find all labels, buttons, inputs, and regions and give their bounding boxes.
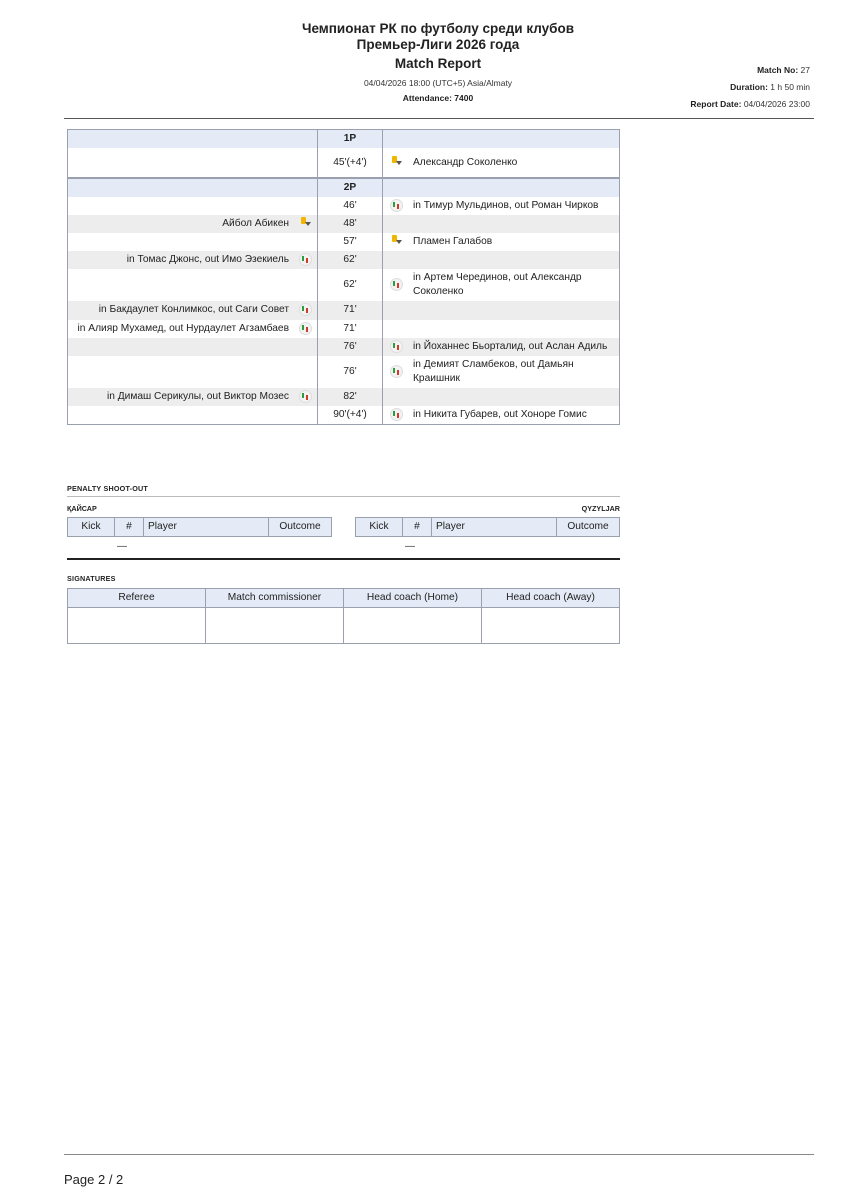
period-header-row [68, 130, 620, 149]
event-home-icon-cell [293, 269, 318, 301]
substitution-icon [390, 408, 403, 421]
period-label: 1P [318, 130, 383, 149]
substitution-icon [390, 340, 403, 353]
event-away-text: in Йоханнес Бьорталид, out Аслан Адиль [409, 338, 620, 356]
event-row [68, 215, 620, 233]
event-home-text: in Димаш Серикулы, out Виктор Мозес [68, 388, 294, 406]
period-label: 2P [318, 178, 383, 197]
event-away-text [409, 320, 620, 338]
match-no-label: Match No: [757, 65, 799, 75]
event-home-icon-cell [293, 197, 318, 215]
duration [690, 79, 810, 96]
event-row [68, 197, 620, 215]
substitution-icon [299, 390, 312, 403]
event-minute: 90'(+4') [318, 406, 383, 425]
event-home-text: in Томас Джонс, out Имо Эзекиель [68, 251, 294, 269]
event-minute: 57' [318, 233, 383, 251]
event-home-icon-cell [293, 215, 318, 233]
match-no [690, 62, 810, 79]
event-home-text: in Бакдаулет Конлимкос, out Саги Совет [68, 301, 294, 319]
footer-divider [64, 1154, 814, 1155]
event-away-icon-cell [383, 301, 410, 319]
penalty-home-col-kick: Kick [68, 518, 115, 537]
header-divider [64, 118, 814, 119]
event-home-text [68, 406, 294, 425]
event-home-text [68, 356, 294, 388]
competition-title-line2: Премьер-Лиги 2026 года [356, 37, 520, 52]
signatures-section-label: SIGNATURES [67, 574, 116, 583]
signature-box-referee [68, 608, 206, 644]
match-no-value: 27 [800, 65, 810, 75]
duration-label: Duration: [730, 82, 768, 92]
yellow-card-icon [301, 217, 309, 226]
report-date [690, 96, 810, 113]
competition-title-line1: Чемпионат РК по футболу среди клубов [301, 21, 575, 36]
substitution-icon [390, 278, 403, 291]
event-row [68, 338, 620, 356]
event-minute: 62' [318, 251, 383, 269]
signature-box-head-coach-away [482, 608, 620, 644]
substitution-icon [299, 322, 312, 335]
event-minute: 76' [318, 338, 383, 356]
penalty-away-col-number: # [403, 518, 432, 537]
event-home-text: Айбол Абикен [68, 215, 294, 233]
event-away-icon-cell [383, 388, 410, 406]
event-minute: 82' [318, 388, 383, 406]
event-away-icon-cell [383, 197, 410, 215]
title-block [238, 21, 638, 105]
event-home-icon-cell [293, 320, 318, 338]
event-row [68, 301, 620, 319]
event-row [68, 233, 620, 251]
event-home-text [68, 338, 294, 356]
event-home-icon-cell [293, 388, 318, 406]
match-events-body [68, 130, 620, 425]
penalty-home-empty: — [117, 541, 127, 552]
penalty-bottom-rule [67, 558, 620, 560]
period-header-cell [68, 178, 294, 197]
event-home-icon-cell [293, 233, 318, 251]
penalty-home-table [67, 517, 332, 537]
attendance [238, 91, 638, 105]
attendance-label: Attendance: [402, 93, 452, 103]
penalty-home-team: ҚАЙСАР [67, 504, 97, 513]
period-header-row [68, 178, 620, 197]
event-home-icon-cell [293, 251, 318, 269]
event-home-text [68, 269, 294, 301]
duration-value: 1 h 50 min [770, 82, 810, 92]
event-home-icon-cell [293, 356, 318, 388]
period-header-cell [383, 178, 410, 197]
signature-col-match-commissioner: Match commissioner [206, 589, 344, 608]
report-date-label: Report Date: [690, 99, 742, 109]
signature-col-head-coach-away: Head coach (Away) [482, 589, 620, 608]
event-home-text [68, 197, 294, 215]
event-away-text [409, 388, 620, 406]
penalty-section-label: PENALTY SHOOT-OUT [67, 484, 149, 493]
penalty-away-col-outcome: Outcome [557, 518, 620, 537]
event-away-icon-cell [383, 233, 410, 251]
match-meta [690, 62, 810, 113]
event-minute: 71' [318, 320, 383, 338]
event-home-icon-cell [293, 338, 318, 356]
report-title: Match Report [394, 56, 482, 71]
event-row [68, 356, 620, 388]
event-away-text: Александр Соколенко [409, 148, 620, 178]
substitution-icon [390, 199, 403, 212]
substitution-icon [299, 303, 312, 316]
period-header-cell [383, 130, 410, 149]
penalty-home-col-outcome: Outcome [269, 518, 332, 537]
event-minute: 46' [318, 197, 383, 215]
event-minute: 48' [318, 215, 383, 233]
event-home-text [68, 148, 294, 178]
penalty-home-col-number: # [115, 518, 144, 537]
penalty-away-table [355, 517, 620, 537]
yellow-card-icon [392, 235, 400, 244]
event-home-text: in Алияр Мухамед, out Нурдаулет Агзамбаев [68, 320, 294, 338]
event-minute: 62' [318, 269, 383, 301]
event-home-icon-cell [293, 301, 318, 319]
event-home-icon-cell [293, 406, 318, 425]
event-minute: 71' [318, 301, 383, 319]
period-header-cell [68, 130, 294, 149]
event-row [68, 148, 620, 178]
penalty-away-team: QYZYLJAR [581, 504, 620, 513]
penalty-away-empty: — [405, 541, 415, 552]
event-away-icon-cell [383, 269, 410, 301]
signature-col-referee: Referee [68, 589, 206, 608]
event-away-icon-cell [383, 320, 410, 338]
report-header [0, 0, 848, 120]
event-away-icon-cell [383, 148, 410, 178]
event-minute: 76' [318, 356, 383, 388]
period-header-cell [293, 130, 318, 149]
signature-box-match-commissioner [206, 608, 344, 644]
period-header-cell [409, 130, 620, 149]
penalty-divider [67, 496, 620, 497]
event-away-text [409, 251, 620, 269]
event-away-text: in Демият Сламбеков, out Дамьян Краишник [409, 356, 620, 388]
event-away-icon-cell [383, 338, 410, 356]
period-header-cell [409, 178, 620, 197]
match-datetime: 04/04/2026 18:00 (UTC+5) Asia/Almaty [363, 78, 513, 88]
yellow-card-icon [392, 156, 400, 165]
penalty-away-col-kick: Kick [356, 518, 403, 537]
match-events-table [67, 129, 620, 425]
event-away-text: in Тимур Мульдинов, out Роман Чирков [409, 197, 620, 215]
event-home-icon-cell [293, 148, 318, 178]
event-away-text [409, 301, 620, 319]
event-away-text [409, 215, 620, 233]
signatures-table [67, 588, 620, 644]
event-away-icon-cell [383, 215, 410, 233]
event-row [68, 269, 620, 301]
event-away-icon-cell [383, 356, 410, 388]
report-date-value: 04/04/2026 23:00 [743, 99, 810, 109]
substitution-icon [299, 253, 312, 266]
event-away-icon-cell [383, 406, 410, 425]
penalty-away-col-player: Player [432, 518, 557, 537]
event-away-text: Пламен Галабов [409, 233, 620, 251]
event-row [68, 388, 620, 406]
signature-col-head-coach-home: Head coach (Home) [344, 589, 482, 608]
period-header-cell [293, 178, 318, 197]
signature-box-head-coach-home [344, 608, 482, 644]
event-row [68, 406, 620, 425]
penalty-home-col-player: Player [144, 518, 269, 537]
event-row [68, 251, 620, 269]
event-row [68, 320, 620, 338]
event-away-icon-cell [383, 251, 410, 269]
page-number: Page 2 / 2 [64, 1172, 124, 1187]
event-minute: 45'(+4') [318, 148, 383, 178]
event-away-text: in Никита Губарев, out Хоноре Гомис [409, 406, 620, 425]
event-home-text [68, 233, 294, 251]
event-away-text: in Артем Черединов, out Александр Соколенко [409, 269, 620, 301]
substitution-icon [390, 365, 403, 378]
attendance-value: 7400 [454, 93, 474, 103]
